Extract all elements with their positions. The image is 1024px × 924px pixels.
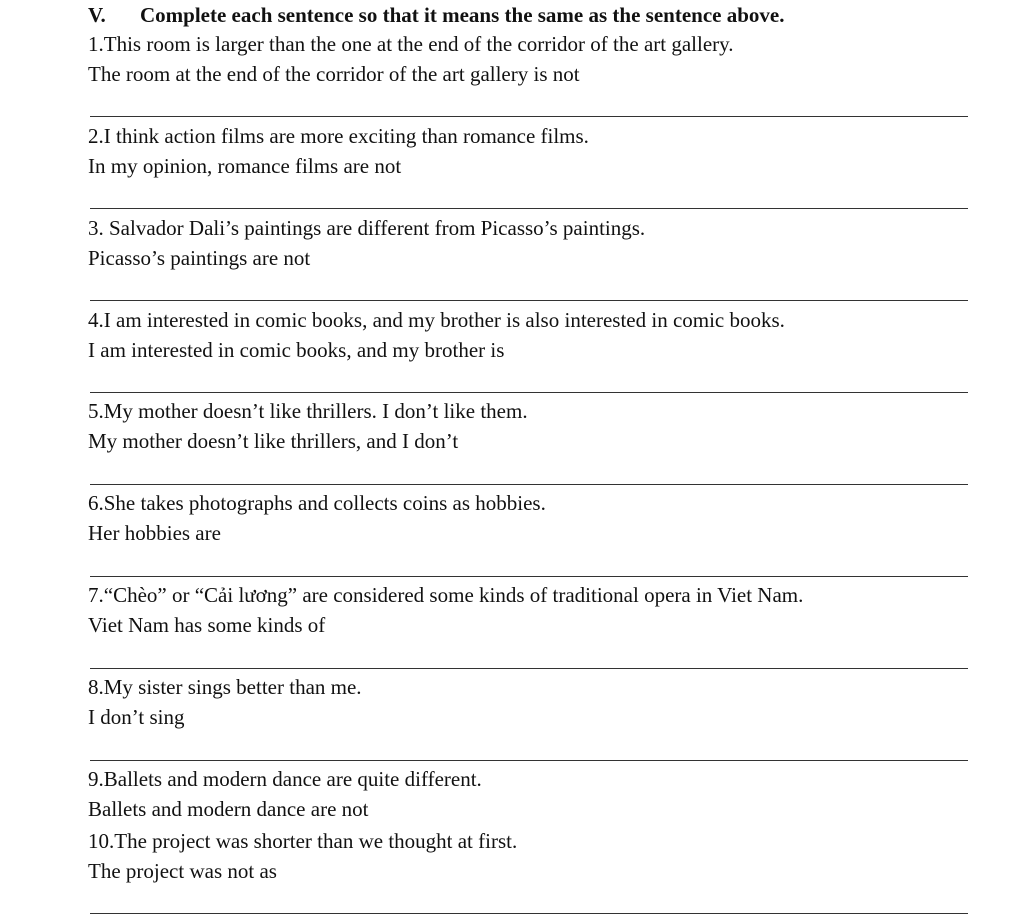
item-3-prompt: Picasso’s paintings are not bbox=[88, 246, 311, 270]
item-10-prompt: The project was not as bbox=[88, 859, 277, 883]
item-3-original: 3. Salvador Dali’s paintings are different from Picasso’s paintings. bbox=[88, 216, 646, 240]
item-8-answer-line[interactable] bbox=[90, 760, 968, 761]
item-5-prompt: My mother doesn’t like thrillers, and I don’t bbox=[88, 429, 459, 453]
section-instruction: Complete each sentence so that it means the same as the sentence above. bbox=[140, 3, 785, 27]
item-10-original: 10.The project was shorter than we thought at first. bbox=[88, 829, 518, 853]
item-1-original: 1.This room is larger than the one at the end of the corridor of the art gallery. bbox=[88, 32, 734, 56]
section-heading bbox=[88, 2, 784, 28]
item-6-answer-line[interactable] bbox=[90, 576, 968, 577]
item-7-answer-line[interactable] bbox=[90, 668, 968, 669]
item-9-prompt: Ballets and modern dance are not bbox=[88, 797, 369, 821]
item-2-answer-line[interactable] bbox=[90, 208, 968, 209]
item-4-prompt: I am interested in comic books, and my brother is bbox=[88, 338, 505, 362]
item-6-prompt: Her hobbies are bbox=[88, 521, 221, 545]
item-3-answer-line[interactable] bbox=[90, 300, 968, 301]
section-number: V. bbox=[88, 3, 106, 27]
item-2-original: 2.I think action films are more exciting than romance films. bbox=[88, 124, 589, 148]
item-2-prompt: In my opinion, romance films are not bbox=[88, 154, 402, 178]
item-1-prompt: The room at the end of the corridor of the art gallery is not bbox=[88, 62, 580, 86]
item-7-original: 7.“Chèo” or “Cải lương” are considered some kinds of traditional opera in Viet Nam. bbox=[88, 583, 804, 607]
item-1-answer-line[interactable] bbox=[90, 116, 968, 117]
item-6-original: 6.She takes photographs and collects coins as hobbies. bbox=[88, 491, 546, 515]
item-5-answer-line[interactable] bbox=[90, 484, 968, 485]
item-8-prompt: I don’t sing bbox=[88, 705, 185, 729]
item-5-original: 5.My mother doesn’t like thrillers. I don’t like them. bbox=[88, 399, 528, 423]
item-10-answer-line[interactable] bbox=[90, 913, 968, 914]
item-8-original: 8.My sister sings better than me. bbox=[88, 675, 362, 699]
item-4-original: 4.I am interested in comic books, and my brother is also interested in comic books. bbox=[88, 308, 785, 332]
item-9-original: 9.Ballets and modern dance are quite different. bbox=[88, 767, 482, 791]
item-7-prompt: Viet Nam has some kinds of bbox=[88, 613, 326, 637]
item-4-answer-line[interactable] bbox=[90, 392, 968, 393]
